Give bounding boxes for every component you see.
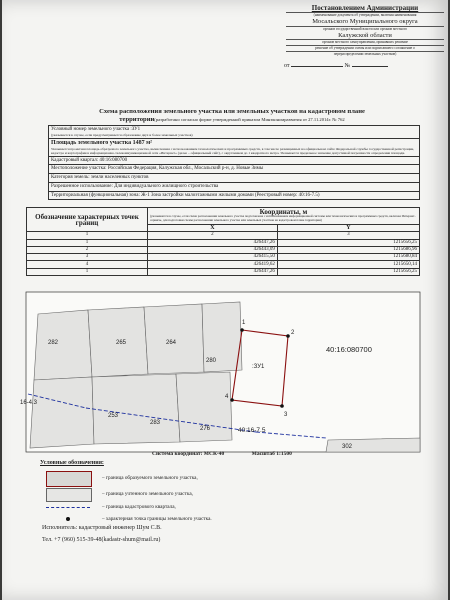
point-label: 3 [284, 412, 288, 418]
y-column-header: Y [277, 225, 419, 232]
table-row: 1 426447,26 1215656,25 [27, 239, 420, 246]
coordinates-table [26, 207, 420, 276]
boundary-point-2 [286, 334, 290, 338]
parcel-label: 265 [116, 340, 127, 346]
approval-note-5: перераспределении земельных участков) [286, 51, 444, 56]
boundary-point-4 [230, 398, 234, 402]
x-column-header: X [148, 225, 278, 232]
table-row: 1 426447,26 1215656,25 [27, 268, 420, 275]
approval-block [284, 4, 446, 70]
parcel-302 [326, 438, 420, 452]
cadastral-map [20, 292, 420, 452]
legend-title: Условные обозначения: [40, 460, 104, 466]
point-label: 2 [291, 330, 295, 336]
table-row: 4 426419,62 1215650,14 [27, 261, 420, 268]
parcel-label: :ЗУ1 [252, 364, 265, 370]
map-caption: Система координат: МСК-40 Масштаб 1:1500 [152, 451, 292, 457]
land-category: Категория земель: земли населенных пунктов [48, 174, 420, 183]
parcel-label: 283 [150, 420, 161, 426]
document-page: Постановлением Администрации (наименование документа об утверждении, включая наименования Мосальского Муниципального округа органов государственной власти или органов местного Калужской области органов местного самоуправления, принявших решение решение об утверждении схемы или подписавшего соглашение о перераспределении земельных участков) от № Схема расположения земельного участка или земельных участков на кадастровом плане территории(разработано согласно форме утвержденной приказом Минэкономразвития от 27.11.2014г. № 762 Условный номер земельного участка :ЗУ1 (указывается в случае, если предусматривается образование двух и более земельных участков) Площадь земельного участка 1487 м² Указывается проектная площадь образуемого земельного участка, вычисленная с использованием технологических и программных средств, в том числе размещенных на официальном сайте Федеральной службы государственной регистрации, кадастра и картографии в информационно-телекоммуникационной сети «Интернет» (далее – официальный сайт), с округлением до 1 квадратного метра. Указывается предельное значение допустимой погрешности определения площади. Кадастровый квартал: 40:16:080700 Местоположение участка: Российская Федерация, Калужская обл., Мосальский р-н, д. Новые Зимы Категория земель: земли населенных пунктов Разрешенное использование: Для индивидуального жилищного строительства Территориальная (функциональная) зона: Ж-1 Зона застройки малоэтажными жилыми домами (Реестровый номер: 40:16-7.5) Обозначение характерных точек границ Координаты, м (указываются в случае, если схема расположения земельного участка подготовлена с использованием информационной системы или технологических и программных средств, включая Интернет-сервисы, для подготовки схемы расположения земельного участка или земельных участков на кадастровом плане территории) X Y 1 2 3 1 426447,26 1215656,25 2 426443,09 1215686,96 3 426415,50 1215680,84 4 426419,62 1215650,14 1 426447,26 1215656,25 282 265 264 280 :ЗУ1 283 276 253 302 40:16:080700 16-4.3 40:16-7.5 1 2 3 4 Система координат: МСК-40 Масштаб 1:1500 Условные обозначения: – граница образуемого земельного участка, – граница учтенного земельного участка, – граница кадастрового квартала, – характерная точка границы земельного участка. Исполнитель: кадастровый инженер Шум С.В. Тел. +7 (960) 515-39-48(kadastr-shum@mail.ru) [2, 0, 448, 600]
approval-org: Мосальского Муниципального округа [312, 18, 418, 26]
parcel-282 [34, 310, 92, 380]
approval-note-2: органов государственной власти или органов местного [286, 26, 444, 31]
approval-note-1: (наименование документа об утверждении, включая наименования [286, 12, 444, 17]
approval-region: Калужской области [338, 31, 392, 39]
conditional-number-row: Условный номер земельного участка :ЗУ1 (указывается в случае, если предусматривается образование двух и более земельных участков) [48, 125, 420, 139]
parcel-label: 302 [342, 444, 353, 450]
executor-contact: Тел. +7 (960) 515-39-48(kadastr-shum@mail.ru) [42, 537, 161, 543]
zone-label-bottom: 40:16-7.5 [238, 427, 266, 434]
executor: Исполнитель: кадастровый инженер Шум С.В. [42, 525, 162, 531]
approval-date-line: от № [284, 63, 446, 70]
location: Местоположение участка: Российская Федерация, Калужская обл., Мосальский р-н, д. Новые Зимы [48, 165, 420, 174]
parcel-label: 264 [166, 340, 177, 346]
parcel-label: 280 [206, 358, 217, 364]
approval-note-4: решение об утверждении схемы или подписавшего соглашение о [286, 45, 444, 50]
approval-title: Постановлением Администрации [311, 4, 419, 12]
parcel-264 [144, 304, 204, 374]
table-row: 2 426443,09 1215686,96 [27, 246, 420, 253]
point-label: 4 [225, 394, 229, 400]
area-row: Площадь земельного участка 1487 м² Указывается проектная площадь образуемого земельного участка, вычисленная с использованием технологических и программных средств, в том числе размещенных на официальном сайте Федеральной службы государственной регистрации, кадастра и картографии в информационно-телекоммуникационной сети «Интернет» (далее – официальный сайт), с округлением до 1 квадратного метра. Указывается предельное значение допустимой погрешности определения площади. [48, 139, 420, 157]
table-row: 3 426415,50 1215680,84 [27, 254, 420, 261]
approval-note-3: органов местного самоуправления, принявших решение [286, 39, 444, 44]
point-label: 1 [242, 320, 246, 326]
coordinates-column-header: Координаты, м (указываются в случае, если схема расположения земельного участка подготовлена с использованием информационной системы или технологических и программных средств, включая Интернет-сервисы, для подготовки схемы расположения земельного участка или земельных участков на кадастровом плане территории) [148, 208, 420, 225]
table-numbering-row: 1 2 3 [27, 232, 420, 239]
cadastral-quarter: Кадастровый квартал: 40:16:080700 [48, 157, 420, 166]
parcel-283 [92, 374, 180, 444]
parcel-253 [30, 377, 94, 448]
zone-label-left: 16-4.3 [20, 400, 38, 406]
parcel-label: 253 [108, 413, 119, 419]
boundary-point-1 [240, 328, 244, 332]
territorial-zone: Территориальная (функциональная) зона: Ж-1 Зона застройки малоэтажными жилыми домами (Реестровый номер: 40:16-7.5) [48, 192, 420, 201]
permitted-use: Разрешенное использование: Для индивидуального жилищного строительства [48, 183, 420, 192]
scheme-title: Схема расположения земельного участка или земельных участков на кадастровом плане территории(разработано согласно форме утвержденной приказом Минэкономразвития от 27.11.2014г. № 762 [99, 108, 365, 123]
points-column-header: Обозначение характерных точек границ [27, 208, 148, 232]
boundary-point-3 [280, 404, 284, 408]
parcel-info-block [48, 125, 420, 200]
quarter-label: 40:16:080700 [326, 345, 372, 354]
parcel-label: 282 [48, 340, 59, 346]
parcel-label: 276 [200, 426, 211, 432]
